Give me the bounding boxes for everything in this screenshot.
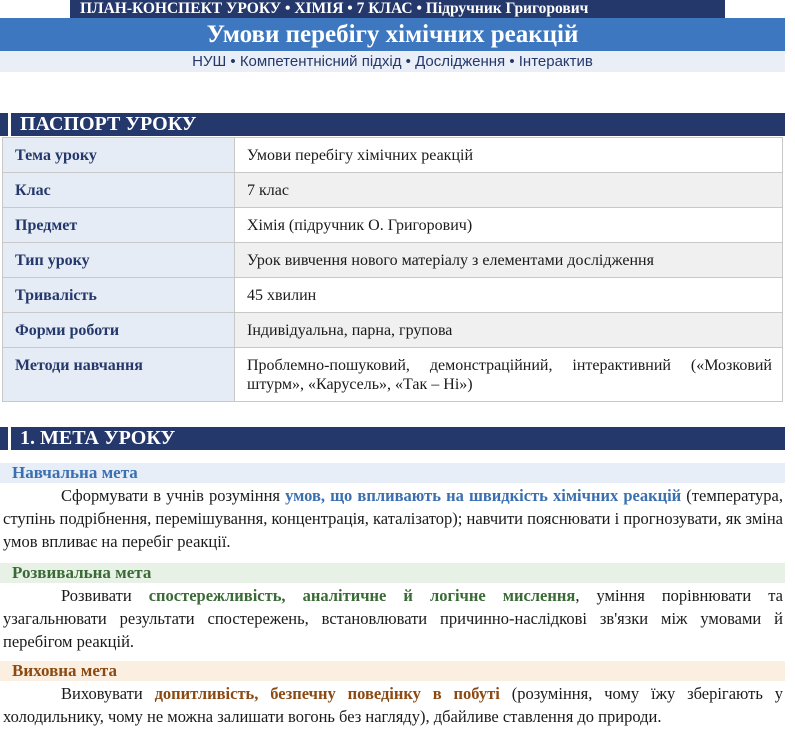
goal-text: (розуміння, чому їжу зберігають у холодильнику, чому не можна залишати вогонь без нагляду), дбайливе ставлення до природи. [3, 684, 783, 726]
goal-text: Сформувати в учнів розуміння [61, 486, 286, 505]
row-label: Тривалість [3, 278, 235, 313]
educational-goal-heading: Навчальна мета [0, 463, 785, 483]
table-row [3, 348, 783, 402]
row-value: Умови перебігу хімічних реакцій [235, 138, 783, 173]
passport-heading [0, 113, 785, 136]
row-value: Проблемно-пошуковий, демонстраційний, інтерактивний («Мозковий штурм», «Карусель», «Так – Ні») [235, 348, 783, 402]
goal-highlight: спостережливість, аналітичне й логічне мислення [148, 586, 576, 605]
row-value: 45 хвилин [235, 278, 783, 313]
passport-table [2, 137, 783, 402]
row-label: Методи навчання [3, 348, 235, 402]
table-row [3, 208, 783, 243]
goal-highlight: умов, що впливають на швидкість хімічних реакцій [285, 486, 682, 505]
developmental-goal-heading: Розвивальна мета [0, 563, 785, 583]
row-label: Тема уроку [3, 138, 235, 173]
goals-heading-text: 1. МЕТА УРОКУ [20, 427, 176, 449]
goals-heading [0, 427, 785, 450]
goal-text: (температура, ступінь подрібнення, перемішування, концентрація, каталізатор); навчити пояснювати і прогнозувати, як зміна умов впливає на перебіг реакції. [3, 486, 784, 551]
row-value: 7 клас [235, 173, 783, 208]
goal-highlight: допитливість, безпечну поведінку в побуті [154, 684, 500, 703]
lesson-tags: НУШ • Компетентнісний підхід • Дослідження • Інтерактив [0, 51, 785, 72]
row-label: Форми роботи [3, 313, 235, 348]
goal-text: Розвивати [61, 586, 149, 605]
upbringing-goal-text [3, 682, 783, 728]
educational-goal-text [3, 484, 783, 553]
row-label: Тип уроку [3, 243, 235, 278]
table-row [3, 243, 783, 278]
table-row [3, 138, 783, 173]
row-label: Клас [3, 173, 235, 208]
document-header-line: ПЛАН-КОНСПЕКТ УРОКУ • ХІМІЯ • 7 КЛАС • Підручник Григорович [70, 0, 725, 18]
row-label: Предмет [3, 208, 235, 243]
table-row [3, 278, 783, 313]
row-value: Хімія (підручник О. Григорович) [235, 208, 783, 243]
table-row [3, 173, 783, 208]
table-row [3, 313, 783, 348]
row-value: Урок вивчення нового матеріалу з елементами дослідження [235, 243, 783, 278]
heading-accent [8, 113, 11, 136]
passport-heading-text: ПАСПОРТ УРОКУ [20, 113, 197, 135]
goal-text: , уміння порівнювати та узагальнювати результати спостережень, встановлювати причинно-наслідкові зв'язки між умовами й перебігом реакцій. [3, 586, 783, 651]
developmental-goal-text [3, 584, 783, 653]
heading-accent [8, 427, 11, 450]
row-value: Індивідуальна, парна, групова [235, 313, 783, 348]
upbringing-goal-heading: Виховна мета [0, 661, 785, 681]
lesson-title: Умови перебігу хімічних реакцій [0, 18, 785, 51]
goal-text: Виховувати [61, 684, 155, 703]
